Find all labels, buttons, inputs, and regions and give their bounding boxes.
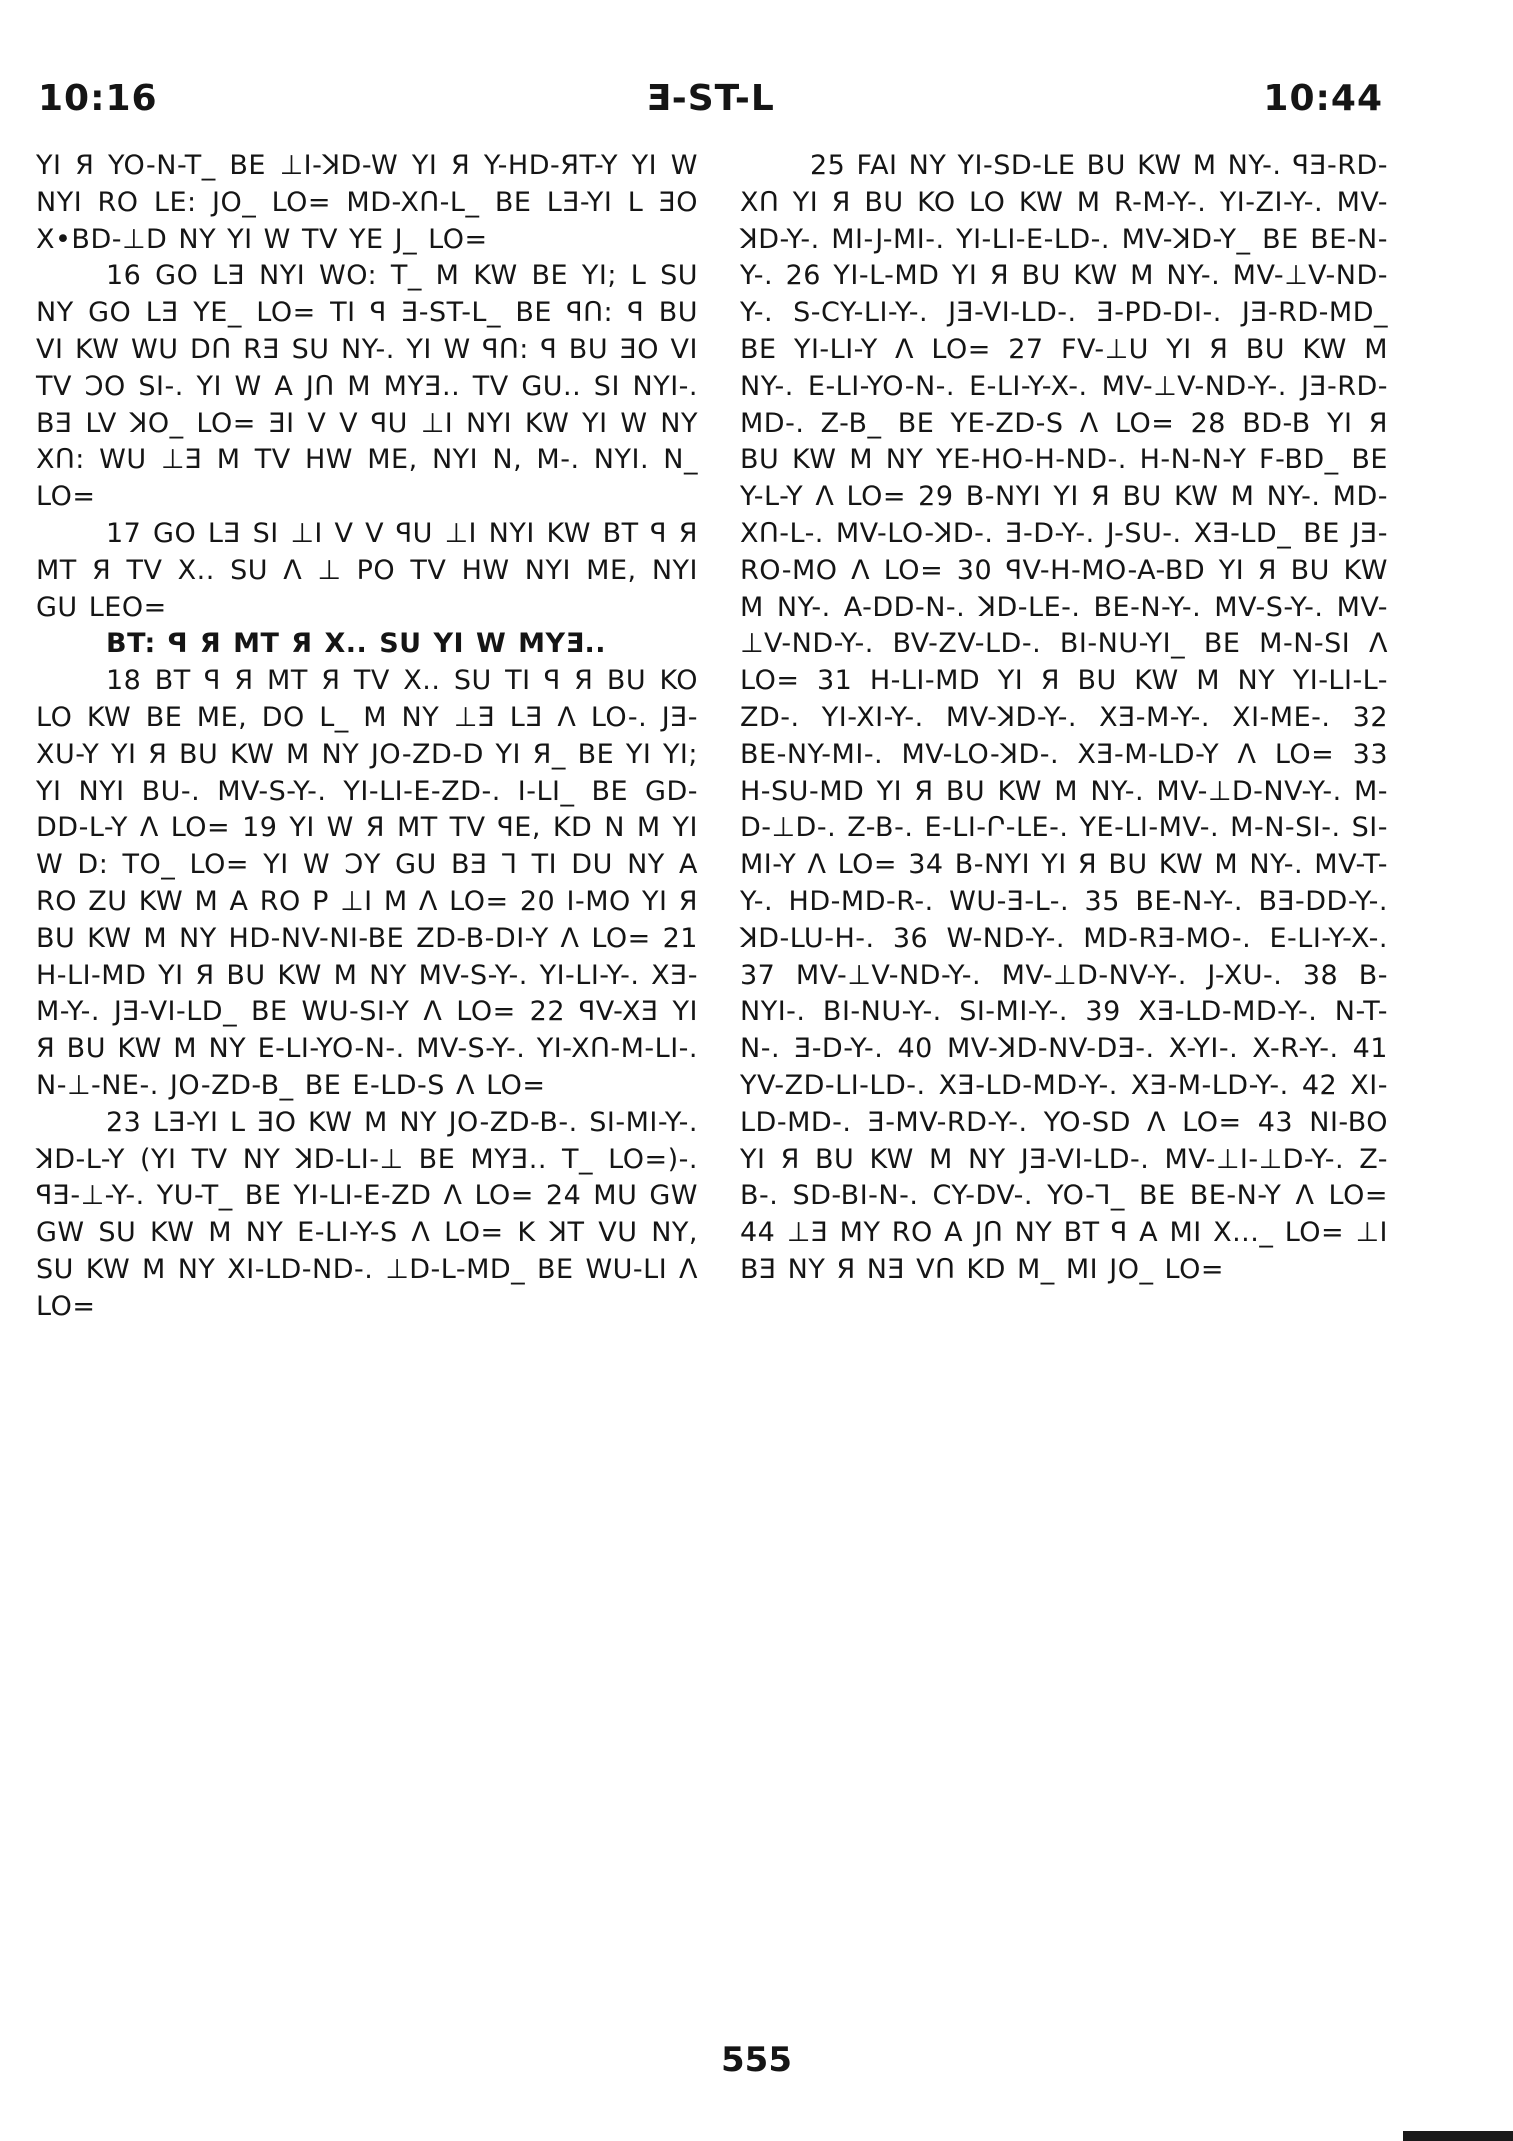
paragraph: 17 GO LƎ SI ⊥I V V ꟼU ⊥I NYI KW BT ꟼ Я MT Я TV X.. SU Λ ⊥ PO TV HW NYI ME, NYI GU LEO= [36,517,698,623]
paragraph: 16 GO LƎ NYI WO: T_ M KW BE YI; L SU NY GO LƎ YE_ LO= TI ꟼ Ǝ-ST-L_ BE ꟼՈ: ꟼ BU VI KW WU DՈ RƎ SU NY-. YI W ꟼՈ: ꟼ BU ƎO VI TV ƆO SI-. YI W A JՈ M MYƎ.. TV GU.. SI NYI-. BƎ LV ꓘO_ LO= ƎI V V ꟼU ⊥I NYI KW YI W NY XՈ: WU ⊥Ǝ M TV HW ME, NYI N, M-. NYI. N_ LO= [36,260,698,513]
page-number: 555 [721,2040,792,2080]
paragraph: 25 FAI NY YI-SD-LE BU KW M NY-. ꟼƎ-RD-XՈ YI Я BU KO LO KW M R-M-Y-. YI-ZI-Y-. MV-ꓘD-Y-. MI-J-MI-. YI-LI-E-LD-. MV-ꓘD-Y_ BE BE-N-Y-. 26 YI-L-MD YI Я BU KW M NY-. MV-⊥V-ND-Y-. S-CY-LI-Y-. JƎ-VI-LD-. Ǝ-PD-DI-. JƎ-RD-MD_ BE YI-LI-Y Λ LO= 27 FV-⊥U YI Я BU KW M NY-. E-LI-YO-N-. E-LI-Y-X-. MV-⊥V-ND-Y-. JƎ-RD-MD-. Z-B_ BE YE-ZD-S Λ LO= 28 BD-B YI Я BU KW M NY YE-HO-H-ND-. H-N-N-Y F-BD_ BE Y-L-Y Λ LO= 29 B-NYI YI Я BU KW M NY-. MD-XՈ-L-. MV-LO-ꓘD-. Ǝ-D-Y-. J-SU-. XƎ-LD_ BE JƎ-RO-MO Λ LO= 30 ꟼV-H-MO-A-BD YI Я BU KW M NY-. A-DD-N-. ꓘD-LE-. BE-N-Y-. MV-S-Y-. MV-⊥V-ND-Y-. BV-ZV-LD-. BI-NU-YI_ BE M-N-SI Λ LO= 31 H-LI-MD YI Я BU KW M NY YI-LI-L-ZD-. YI-XI-Y-. MV-ꓘD-Y-. XƎ-M-Y-. XI-ME-. 32 BE-NY-MI-. MV-LO-ꓘD-. XƎ-M-LD-Y Λ LO= 33 H-SU-MD YI Я BU KW M NY-. MV-⊥D-NV-Y-. M-D-⊥D-. Z-B-. E-LI-Ր-LE-. YE-LI-MV-. M-N-SI-. SI-MI-Y Λ LO= 34 B-NYI YI Я BU KW M NY-. MV-T-Y-. HD-MD-R-. WU-Ǝ-L-. 35 BE-N-Y-. BƎ-DD-Y-. ꓘD-LU-H-. 36 W-ND-Y-. MD-RƎ-MO-. E-LI-Y-X-. 37 MV-⊥V-ND-Y-. MV-⊥D-NV-Y-. J-XU-. 38 B-NYI-. BI-NU-Y-. SI-MI-Y-. 39 XƎ-LD-MD-Y-. N-T-N-. Ǝ-D-Y-. 40 MV-ꓘD-NV-DƎ-. X-YI-. X-R-Y-. 41 YV-ZD-LI-LD-. XƎ-LD-MD-Y-. XƎ-M-LD-Y-. 42 XI-LD-MD-. Ǝ-MV-RD-Y-. YO-SD Λ LO= 43 NI-BO YI Я BU KW M NY JƎ-VI-LD-. MV-⊥I-⊥D-Y-. Z-B-. SD-BI-N-. CY-DV-. YO-⅂_ BE BE-N-Y Λ LO= 44 ⊥Ǝ MY RO A JՈ NY BT ꟼ A MI X..._ LO= ⊥I BƎ NY Я NƎ VՈ KD M_ MI JO_ LO= [740,150,1388,1285]
scan-edge-mark [1403,2131,1513,2141]
paragraph: 23 LƎ-YI L ƎO KW M NY JO-ZD-B-. SI-MI-Y-. ꓘD-L-Y (YI TV NY ꓘD-LI-⊥ BE MYƎ.. T_ LO=)-. ꟼƎ-⊥-Y-. YU-T_ BE YI-LI-E-ZD Λ LO= 24 MU GW GW SU KW M NY E-LI-Y-S Λ LO= K ꓘT VU NY, SU KW M NY XI-LD-ND-. ⊥D-L-MD_ BE WU-LI Λ LO= [36,1106,698,1322]
paragraph: YI Я YO-N-T_ BE ⊥I-ꓘD-W YI Я Y-HD-ЯT-Y YI W NYI RO LE: JO_ LO= MD-XՈ-L_ BE LƎ-YI L ƎO X•BD-⊥D NY YI W TV YE J_ LO= [36,150,698,255]
header-verse-range-start: 10:16 [38,78,158,119]
running-header [38,78,1383,128]
header-book-title: Ǝ-ST-L [646,78,775,119]
paragraph: 18 BT ꟼ Я MT Я TV X.. SU TI ꟼ Я BU KO LO KW BE ME, DO L_ M NY ⊥Ǝ LƎ Λ LO-. JƎ-XU-Y YI Я BU KW M NY JO-ZD-D YI Я_ BE YI YI; YI NYI BU-. MV-S-Y-. YI-LI-E-ZD-. I-LI_ BE GD-DD-L-Y Λ LO= 19 YI W Я MT TV ꟼE, KD N M YI W D: TO_ LO= YI W ƆY GU BƎ ⅂ TI DU NY A RO ZU KW M A RO P ⊥I M Λ LO= 20 I-MO YI Я BU KW M NY HD-NV-NI-BE ZD-B-DI-Y Λ LO= 21 H-LI-MD YI Я BU KW M NY MV-S-Y-. YI-LI-Y-. XƎ-M-Y-. JƎ-VI-LD_ BE WU-SI-Y Λ LO= 22 ꟼV-XƎ YI Я BU KW M NY E-LI-YO-N-. MV-S-Y-. YI-XՈ-M-LI-. N-⊥-NE-. JO-ZD-B_ BE E-LD-S Λ LO= [36,665,698,1101]
header-verse-range-end: 10:44 [1263,78,1383,119]
left-text-column [36,148,698,1326]
right-text-column [740,148,1388,1289]
section-heading: BT: ꟼ Я MT Я X.. SU YI W MYƎ.. [106,628,607,660]
